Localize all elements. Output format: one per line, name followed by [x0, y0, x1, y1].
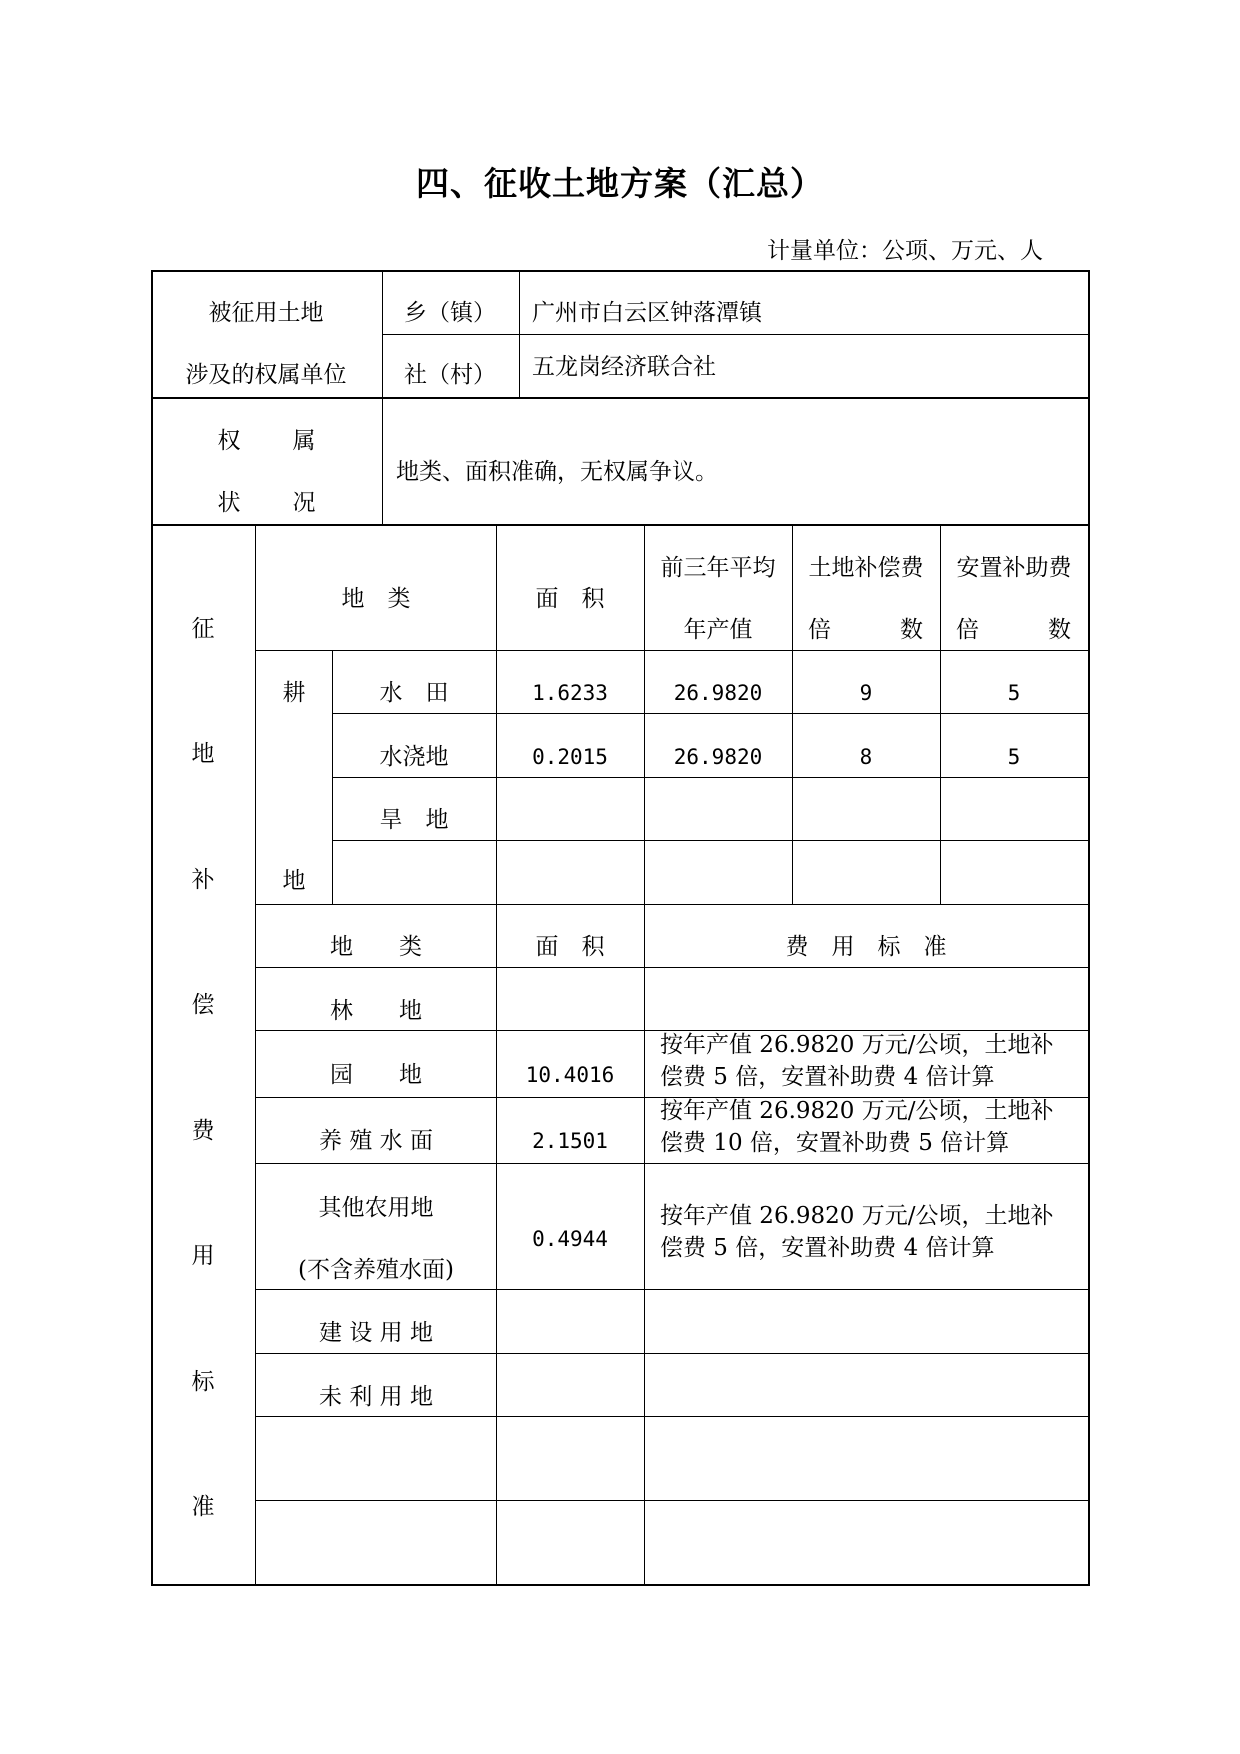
header-land-type: 地 类	[341, 586, 411, 612]
cultivated-label-top: 耕	[282, 680, 306, 706]
village-value: 五龙岗经济联合社	[532, 354, 716, 380]
status-value: 地类、面积准确，无权属争议。	[396, 459, 718, 485]
township-label: 乡（镇）	[404, 300, 496, 326]
header-comp-line2a: 倍	[808, 617, 831, 643]
status-label-char: 况	[292, 490, 316, 516]
header-resettle-line1: 安置补助费	[956, 555, 1072, 581]
side-label-char: 费	[191, 1118, 215, 1144]
output-cell: 26.9820	[673, 745, 763, 769]
output-cell: 26.9820	[673, 681, 763, 705]
comp-cell: 9	[859, 681, 873, 705]
header2-standard: 费 用 标 准	[785, 934, 947, 960]
owner-label-line1: 被征用土地	[208, 300, 324, 326]
resettle-cell: 5	[1007, 745, 1021, 769]
township-value: 广州市白云区钟落潭镇	[532, 300, 762, 326]
area-cell: 1.6233	[532, 681, 608, 705]
land-type-cell: 未 利 用 地	[319, 1384, 433, 1410]
side-label-char: 准	[191, 1494, 215, 1520]
land-type-cell-sub: (不含养殖水面)	[298, 1257, 454, 1283]
land-type-cell: 林 地	[330, 998, 422, 1024]
standard-line1: 按年产值 26.9820 万元/公顷，土地补	[660, 1203, 1054, 1229]
area-cell: 0.4944	[532, 1227, 608, 1251]
land-type-cell: 水 田	[379, 680, 449, 706]
status-label-char: 权	[217, 428, 241, 454]
side-label-char: 地	[191, 741, 215, 767]
header-output-line1: 前三年平均	[660, 555, 776, 581]
standard-line1: 按年产值 26.9820 万元/公顷，土地补	[660, 1098, 1054, 1124]
page-title: 四、征收土地方案（汇总）	[416, 164, 824, 203]
standard-line2: 偿费 10 倍，安置补助费 5 倍计算	[660, 1130, 1010, 1156]
standard-line2: 偿费 5 倍，安置补助费 4 倍计算	[660, 1235, 995, 1261]
area-cell: 0.2015	[532, 745, 608, 769]
header-comp-line1: 土地补偿费	[808, 555, 924, 581]
side-label-char: 标	[191, 1369, 215, 1395]
resettle-cell: 5	[1007, 681, 1021, 705]
header-comp-line2b: 数	[900, 617, 923, 643]
village-label: 社（村）	[404, 362, 496, 388]
land-type-cell: 园 地	[330, 1062, 422, 1088]
cultivated-label-bottom: 地	[282, 868, 306, 894]
area-cell: 2.1501	[532, 1129, 608, 1153]
side-label-char: 偿	[191, 992, 215, 1018]
header2-land-type: 地 类	[330, 934, 422, 960]
land-type-cell: 建 设 用 地	[319, 1320, 433, 1346]
unit-label: 计量单位：公项、万元、人	[767, 238, 1043, 264]
header2-area: 面 积	[535, 934, 605, 960]
land-type-cell: 旱 地	[379, 807, 449, 833]
header-area: 面 积	[535, 586, 605, 612]
land-type-cell: 其他农用地	[318, 1195, 434, 1221]
land-type-cell: 水浇地	[379, 744, 449, 770]
header-resettle-line2b: 数	[1048, 617, 1071, 643]
status-label-char: 状	[217, 490, 241, 516]
side-label-char: 补	[191, 867, 215, 893]
side-label-char: 用	[191, 1243, 215, 1269]
header-output-line2: 年产值	[683, 617, 753, 643]
owner-label-line2: 涉及的权属单位	[185, 362, 347, 388]
header-resettle-line2a: 倍	[956, 617, 979, 643]
standard-line2: 偿费 5 倍，安置补助费 4 倍计算	[660, 1064, 995, 1090]
status-label-char: 属	[292, 428, 316, 454]
land-type-cell: 养 殖 水 面	[319, 1128, 433, 1154]
standard-line1: 按年产值 26.9820 万元/公顷，土地补	[660, 1032, 1054, 1058]
area-cell: 10.4016	[525, 1063, 615, 1087]
side-label-char: 征	[191, 616, 215, 642]
comp-cell: 8	[859, 745, 873, 769]
